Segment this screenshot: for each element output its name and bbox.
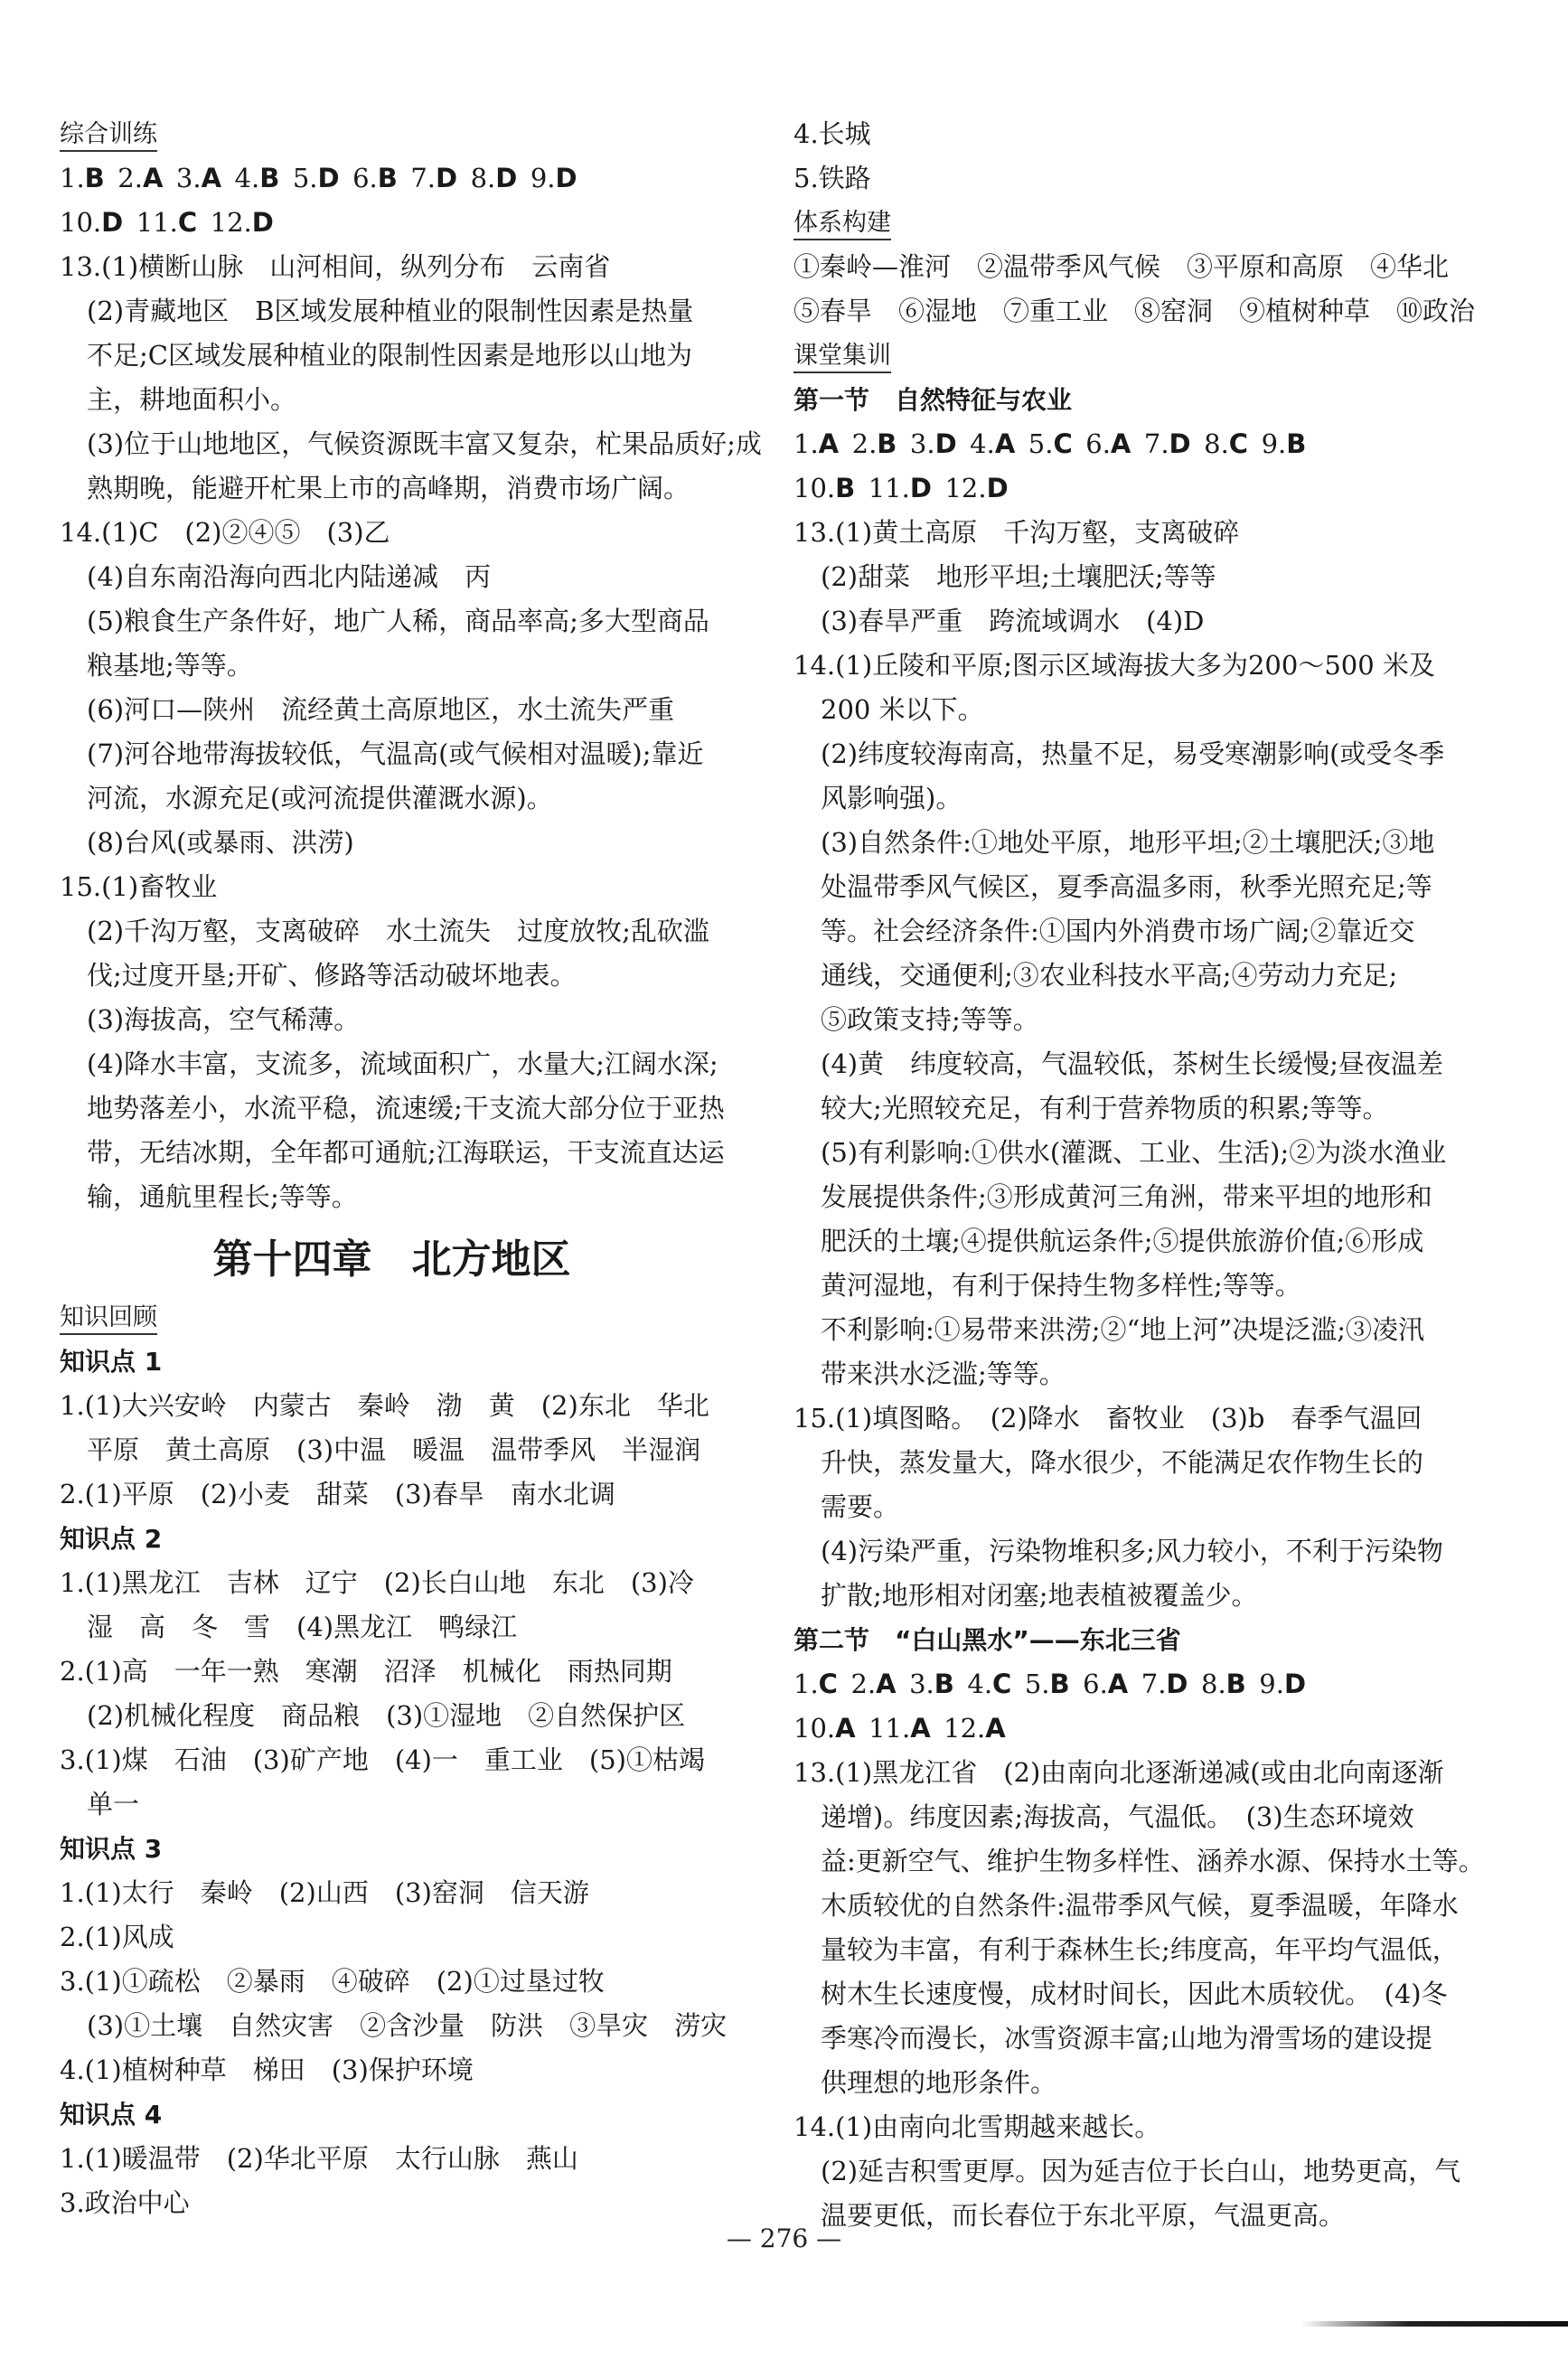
section-heading [793,334,1464,378]
question-number: 2. [117,163,143,193]
section-heading [60,1295,724,1340]
text-line: 扩散;地形相对闭塞;地表植被覆盖少。 [821,1580,1258,1611]
question-number: 10. [60,207,102,238]
text-line: 地势落差小，水流平稳，流速缓;干支流大部分位于亚热 [87,1093,725,1124]
text-line: 15.(1)畜牧业 [60,871,218,902]
answer-item [793,1669,838,1699]
text-line: (4)自东南沿海向西北内陆递减 丙 [87,561,492,592]
text-line: 温要更低，而长春位于东北平原，气温更高。 [821,2200,1346,2231]
question-number: 3. [175,163,202,193]
section-heading-text: 体系构建 [793,209,891,240]
answer-item [850,1669,896,1699]
answer-item [967,1669,1011,1699]
question-number: 1. [793,1669,819,1699]
answer-key-row [60,156,724,201]
question-number: 6. [352,163,378,193]
answer-key-row [793,466,1464,511]
answer-item [1083,1669,1128,1699]
text-line: 季寒冷而漫长，冰雪资源丰富;山地为滑雪场的建设提 [821,2023,1432,2054]
answer-letter: B [1286,428,1307,459]
answer-item [793,1713,856,1744]
text-line: 2.(1)平原 (2)小麦 甜菜 (3)春旱 南水北调 [60,1479,615,1509]
text-line: 15.(1)填图略。 (2)降水 畜牧业 (3)b 春季气温回 [793,1403,1422,1434]
answer-letter: D [1166,1669,1188,1699]
answer-item [352,163,398,193]
text-line: 需要。 [821,1491,900,1522]
text-line: 量较为丰富，有利于森林生长;纬度高，年平均气温低， [821,1934,1459,1965]
answer-item [1201,1669,1246,1699]
question-number: 6. [1083,1669,1108,1699]
text-line: ①秦岭—淮河 ②温带季风气候 ③平原和高原 ④华北 [793,251,1450,282]
answer-letter: C [1053,428,1073,459]
text-line: (3)自然条件:①地处平原，地形平坦;②土壤肥沃;③地 [821,827,1435,858]
text-line: (3)位于山地地区，气候资源既丰富又复杂，杧果品质好;成 [87,428,762,459]
answer-letter: A [201,163,222,193]
text-line: 13.(1)黄土高原 千沟万壑，支离破碎 [793,517,1240,548]
question-number: 8. [470,163,496,193]
section-heading [60,112,724,156]
answer-letter: B [835,473,856,503]
answer-key-row [60,201,724,245]
text-line: 14.(1)丘陵和平原;图示区域海拔大多为200～500 米及 [793,650,1435,681]
answer-item [1141,1669,1188,1699]
text-line: 4.长城 [793,118,871,149]
text-line: 通线，交通便利;③农业科技水平高;④劳动力充足; [821,960,1398,991]
section-heading-text: 综合训练 [60,120,157,152]
text-line: 2.(1)风成 [60,1922,174,1952]
text-line: 木质较优的自然条件:温带季风气候，夏季温暖，年降水 [821,1890,1459,1921]
text-line: 发展提供条件;③形成黄河三角洲，带来平坦的地形和 [821,1181,1432,1212]
text-line: (3)①土壤 自然灾害 ②含沙量 防洪 ③旱灾 涝灾 [87,2010,728,2041]
answer-item [1028,428,1073,459]
text-line: (7)河谷地带海拔较低，气温高(或气候相对温暖);靠近 [87,738,704,769]
question-number: 3. [909,1669,934,1699]
question-number: 4. [234,163,260,193]
answer-letter: B [84,163,105,193]
text-line: 肥沃的土壤;④提供航运条件;⑤提供旅游价值;⑥形成 [821,1226,1424,1256]
answer-letter: A [876,1669,897,1699]
answer-letter: A [1107,1669,1129,1699]
text-line: (3)海拔高，空气稀薄。 [87,1004,361,1035]
text-line: (6)河口—陕州 流经黄土高原地区，水土流失严重 [87,694,675,725]
answer-letter: B [1049,1669,1070,1699]
question-number: 12. [210,207,252,238]
answer-item [944,1713,1006,1744]
question-number: 9. [1261,428,1287,459]
text-line: 5.铁路 [793,163,871,193]
text-line: 1.(1)大兴安岭 内蒙古 秦岭 渤 黄 (2)东北 华北 [60,1390,709,1421]
question-number: 10. [793,1713,836,1744]
text-line: (2)甜菜 地形平坦;土壤肥沃;等等 [821,561,1216,592]
answer-letter: A [910,1713,931,1744]
question-number: 1. [793,428,819,459]
text-line: 1.(1)太行 秦岭 (2)山西 (3)窑洞 信天游 [60,1877,589,1908]
subsection-heading: 第一节 自然特征与农业 [793,385,1073,415]
answer-letter: B [877,428,897,459]
answer-item [869,473,932,503]
subsection-heading: 第二节 “白山黑水”——东北三省 [793,1625,1181,1655]
answer-letter: D [934,428,957,459]
answer-item [1262,428,1307,459]
section-heading-text: 课堂集训 [793,342,891,373]
answer-letter: A [142,163,164,193]
answer-letter: B [934,1669,954,1699]
answer-item [176,163,221,193]
answer-letter: D [986,473,1009,503]
text-line: 1.(1)黑龙江 吉林 辽宁 (2)长白山地 东北 (3)冷 [60,1567,694,1598]
text-line: 13.(1)黑龙江省 (2)由南向北逐渐递减(或由北向南逐渐 [793,1757,1444,1788]
text-line: 3.政治中心 [60,2187,190,2218]
answer-letter: B [1225,1669,1246,1699]
answer-item [944,473,1008,503]
text-line: 带，无结冰期，全年都可通航;江海联运，干支流直达运 [87,1137,725,1168]
answer-letter: C [992,1669,1012,1699]
text-line: (4)污染严重，污染物堆积多;风力较小，不利于污染物 [821,1536,1443,1566]
text-line: 13.(1)横断山脉 山河相间，纵列分布 云南省 [60,251,611,282]
answer-key-row [793,1662,1464,1707]
answer-letter: B [259,163,280,193]
answer-key-row [793,1707,1464,1751]
question-number: 12. [944,473,987,503]
answer-letter: D [1283,1669,1307,1699]
answer-letter: C [177,207,198,238]
answer-item [136,207,197,238]
question-number: 4. [970,428,995,459]
text-line: 树木生长速度慢，成材时间长，因此木质较优。 (4)冬 [821,1979,1448,2009]
text-line: 带来洪水泛滥;等等。 [821,1359,1066,1389]
text-line: 等。社会经济条件:①国内外消费市场广阔;②靠近交 [821,916,1415,946]
answer-item [1085,428,1131,459]
question-number: 9. [1259,1669,1284,1699]
text-line: 200 米以下。 [821,694,984,725]
question-number: 11. [869,1713,911,1744]
text-line: ⑤春旱 ⑥湿地 ⑦重工业 ⑧窑洞 ⑨植树种草 ⑩政治 [793,296,1476,326]
text-line: 升快，蒸发量大，降水很少，不能满足农作物生长的 [821,1447,1424,1478]
answer-letter: D [1169,428,1191,459]
left-column [60,112,762,2225]
answer-item [909,1669,954,1699]
right-column [793,112,1485,2238]
section-heading-text: 知识回顾 [60,1303,157,1335]
answer-letter: D [555,163,577,193]
text-line: (2)纬度较海南高，热量不足，易受寒潮影响(或受冬季 [821,738,1445,769]
text-line: (5)有利影响:①供水(灌溉、工业、生活);②为淡水渔业 [821,1137,1447,1168]
text-line: (2)机械化程度 商品粮 (3)①湿地 ②自然保护区 [87,1700,686,1731]
text-line: 14.(1)C (2)②④⑤ (3)乙 [60,517,390,548]
text-line: 3.(1)煤 石油 (3)矿产地 (4)一 重工业 (5)①枯竭 [60,1744,705,1775]
answer-item [471,163,518,193]
text-line: (4)降水丰富，支流多，流域面积广，水量大;江阔水深; [87,1048,718,1079]
question-number: 11. [868,473,910,503]
text-line: (2)延吉积雪更厚。因为延吉位于长白山，地势更高，气 [821,2156,1461,2186]
answer-letter: C [818,1669,838,1699]
answer-item [530,163,577,193]
answer-item [211,207,274,238]
answer-item [1144,428,1191,459]
text-line: 4.(1)植树种草 梯田 (3)保护环境 [60,2054,474,2085]
text-line: 3.(1)①疏松 ②暴雨 ④破碎 (2)①过垦过牧 [60,1966,605,1997]
question-number: 7. [1141,1669,1167,1699]
question-number: 12. [944,1713,986,1744]
question-number: 8. [1201,1669,1226,1699]
answer-letter: A [994,428,1016,459]
question-number: 1. [60,163,85,193]
text-line: 湿 高 冬 雪 (4)黑龙江 鸭绿江 [87,1612,518,1642]
answer-item [793,428,839,459]
text-line: 递增)。纬度因素;海拔高，气温低。 (3)生态环境效 [821,1801,1414,1832]
text-line: (3)春旱严重 跨流域调水 (4)D [821,606,1205,636]
answer-letter: D [436,163,458,193]
answer-letter: D [495,163,518,193]
text-line: (5)粮食生产条件好，地广人稀，商品率高;多大型商品 [87,606,709,636]
text-line: 益:更新空气、维护生物多样性、涵养水源、保持水土等。 [821,1846,1485,1876]
question-number: 2. [851,428,878,459]
section-heading [793,201,1464,245]
answer-letter: A [1110,428,1131,459]
text-line: 河流，水源充足(或河流提供灌溉水源)。 [87,783,553,813]
question-number: 11. [136,207,178,238]
answer-letter: D [251,207,274,238]
answer-item [60,207,123,238]
text-line: 1.(1)暖温带 (2)华北平原 太行山脉 燕山 [60,2143,578,2174]
question-number: 8. [1204,428,1229,459]
text-line: 风影响强)。 [821,783,962,813]
text-line: (2)千沟万壑，支离破碎 水土流失 过度放牧;乱砍滥 [87,916,709,946]
subsection-heading: 知识点 3 [60,1834,163,1864]
answer-item [793,473,855,503]
answer-letter: A [985,1713,1006,1744]
text-line: 较大;光照较充足，有利于营养物质的积累;等等。 [821,1093,1389,1124]
question-number: 9. [530,163,556,193]
answer-item [235,163,280,193]
answer-item [869,1713,931,1744]
question-number: 7. [410,163,437,193]
question-number: 6. [1085,428,1111,459]
question-number: 4. [967,1669,993,1699]
text-line: 粮基地;等等。 [87,650,253,681]
text-line: (2)青藏地区 B区域发展种植业的限制性因素是热量 [87,296,694,326]
question-number: 5. [292,163,318,193]
answer-letter: C [1228,428,1249,459]
answer-item [117,163,163,193]
subsection-heading: 知识点 2 [60,1524,163,1554]
text-line: 不利影响:①易带来洪涝;②“地上河”决堤泛滥;③凌汛 [821,1314,1424,1345]
answer-key-row [793,422,1464,466]
chapter-title: 第十四章 北方地区 [212,1236,571,1283]
text-line: (4)黄 纬度较高，气温较低，茶树生长缓慢;昼夜温差 [821,1048,1443,1079]
answer-item [910,428,957,459]
text-line: (8)台风(或暴雨、洪涝) [87,827,354,858]
text-line: 熟期晚，能避开杧果上市的高峰期，消费市场广阔。 [87,473,690,503]
text-line: 平原 黄土高原 (3)中温 暖温 温带季风 半湿润 [87,1434,701,1465]
answer-letter: B [377,163,398,193]
question-number: 5. [1028,428,1054,459]
answer-item [1025,1669,1070,1699]
answer-item [60,163,105,193]
question-number: 2. [850,1669,877,1699]
text-line: 主，耕地面积小。 [87,384,297,415]
answer-letter: D [101,207,124,238]
question-number: 3. [909,428,935,459]
text-line: 处温带季风气候区，夏季高温多雨，秋季光照充足;等 [821,871,1432,902]
scan-edge-line [1301,2321,1568,2327]
text-line: 单一 [87,1789,140,1819]
page-number: — 276 — [726,2224,842,2253]
text-line: 黄河湿地，有利于保持生物多样性;等等。 [821,1270,1301,1301]
text-line: 2.(1)高 一年一熟 寒潮 沼泽 机械化 雨热同期 [60,1656,672,1687]
subsection-heading: 知识点 1 [60,1347,163,1377]
answer-item [852,428,897,459]
answer-letter: D [317,163,340,193]
subsection-heading: 知识点 4 [60,2100,163,2130]
question-number: 5. [1024,1669,1050,1699]
question-number: 10. [793,473,836,503]
text-line: 14.(1)由南向北雪期越来越长。 [793,2111,1161,2142]
answer-item [1259,1669,1306,1699]
text-line: 伐;过度开垦;开矿、修路等活动破坏地表。 [87,960,577,991]
answer-letter: D [909,473,932,503]
question-number: 7. [1143,428,1169,459]
answer-letter: A [818,428,840,459]
answer-item [410,163,457,193]
answer-item [970,428,1015,459]
answer-item [293,163,340,193]
text-line: 输，通航里程长;等等。 [87,1181,358,1212]
text-line: 不足;C区域发展种植业的限制性因素是地形以山地为 [87,340,692,371]
text-line: ⑤政策支持;等等。 [821,1004,1039,1035]
answer-letter: A [835,1713,856,1744]
answer-item [1204,428,1248,459]
text-line: 供理想的地形条件。 [821,2067,1057,2098]
